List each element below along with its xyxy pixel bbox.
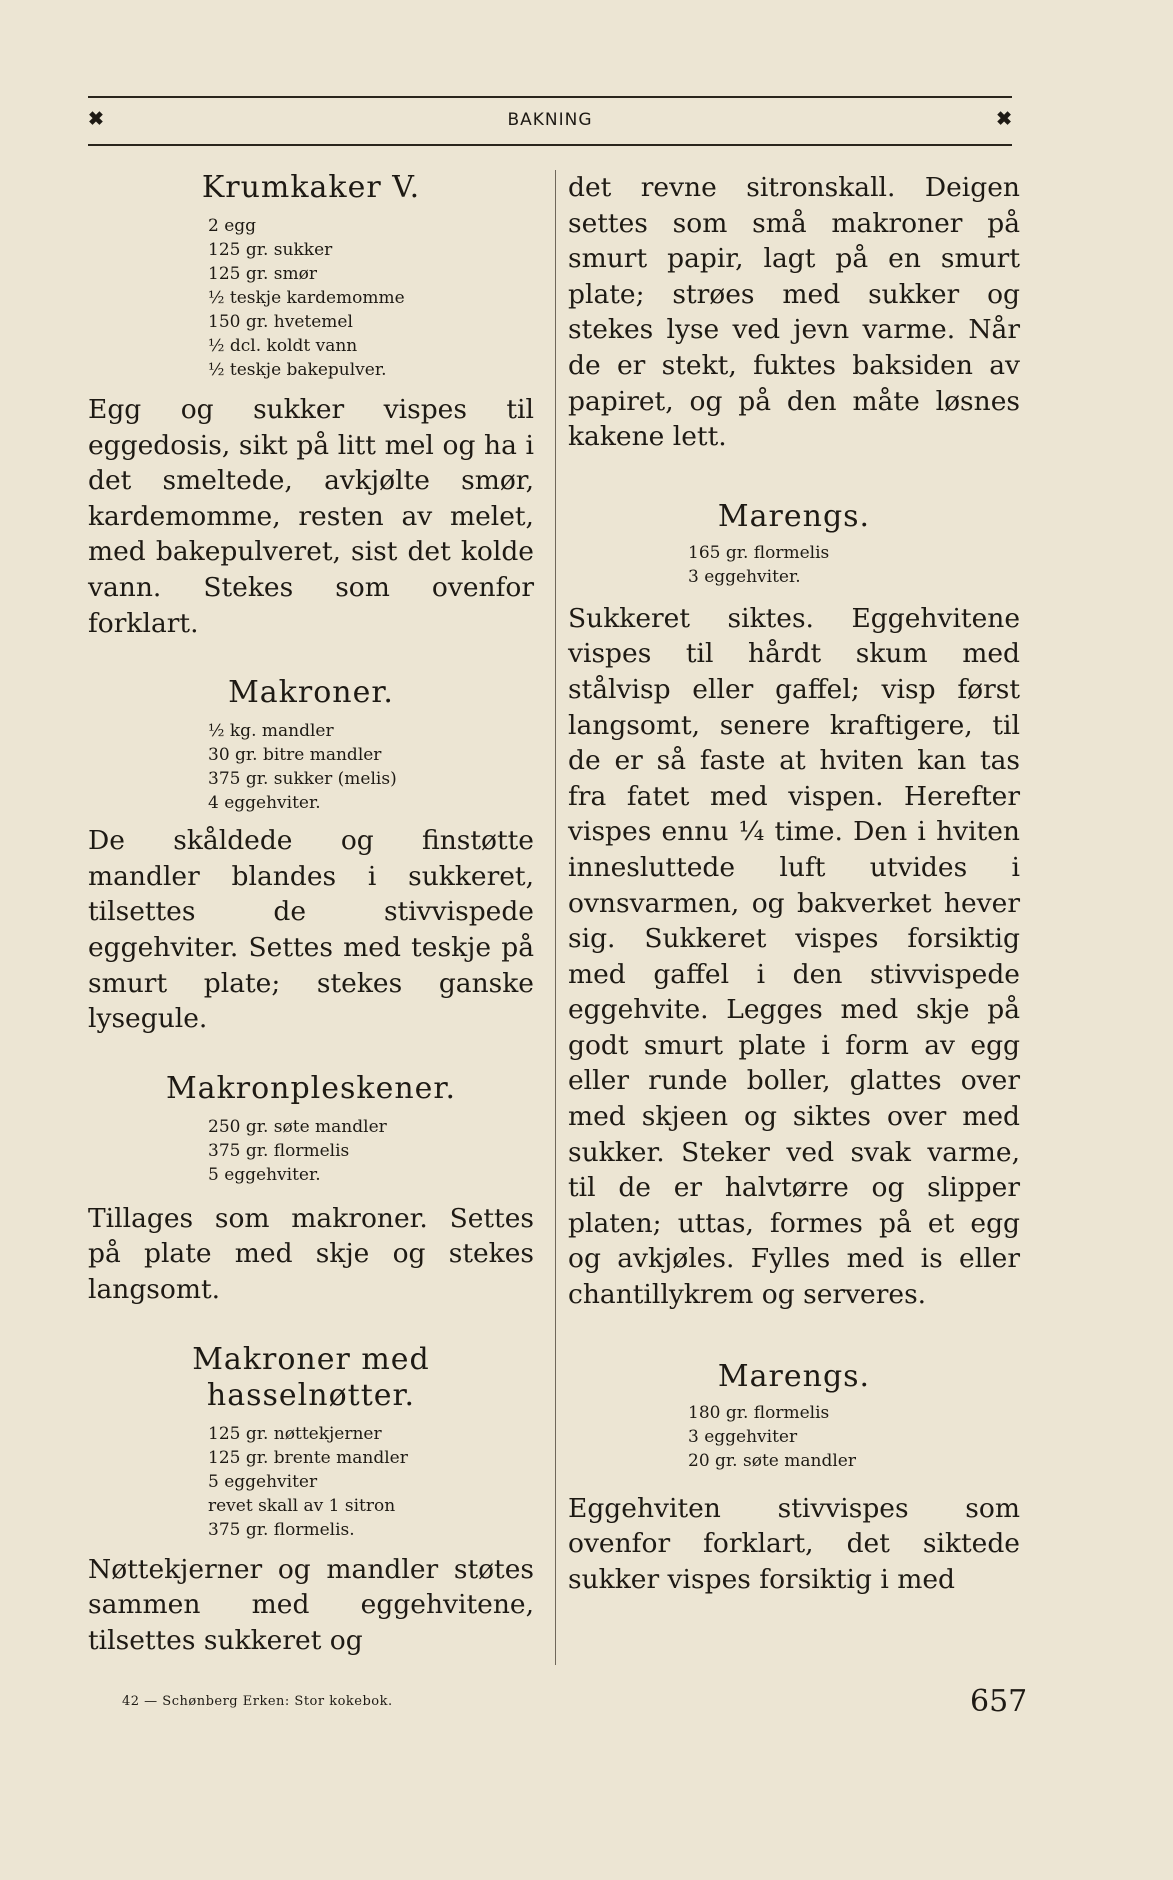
ingredient: ½ teskje kardemomme xyxy=(208,288,405,308)
ingredient: ½ teskje bakepulver. xyxy=(208,360,387,380)
printer-signature: 42 — Schønberg Erken: Stor kokebok. xyxy=(122,1694,393,1709)
ingredient: 30 gr. bitre mandler xyxy=(208,745,382,766)
recipe-title-makroner: Makroner. xyxy=(228,675,394,711)
ingredient: 20 gr. søte mandler xyxy=(688,1450,856,1471)
ingredient: 3 eggehviter xyxy=(688,1426,798,1447)
column-divider xyxy=(555,170,556,1665)
ingredient: 180 gr. flormelis xyxy=(688,1402,830,1423)
left-column xyxy=(88,170,534,1658)
ingredient: ½ kg. mandler xyxy=(208,721,334,742)
ornament-right-icon: ✖ xyxy=(996,108,1012,130)
ingredient: 150 gr. hvetemel xyxy=(208,312,353,332)
ingredient: 125 gr. sukker xyxy=(208,240,333,260)
recipe-text-hasselnotter: Nøttekjerner og mandler støtes sammen med eggehvitene, tilsettes sukkeret og xyxy=(88,1553,534,1656)
recipe-text-makronpleskener: Tillages som makroner. Settes på plate med skje og stekes langsomt. xyxy=(88,1202,534,1305)
recipe-title-makronpleskener: Makronpleskener. xyxy=(165,1070,457,1106)
ingredient: 250 gr. søte mandler xyxy=(208,1116,387,1137)
ingredient: 3 eggehviter. xyxy=(688,566,801,587)
ingredient-list-makronpleskener xyxy=(88,1115,534,1187)
ingredient: 5 eggehviter. xyxy=(208,1164,321,1185)
recipe-text-krumkaker: Egg og sukker vispes til eggedosis, sikt på litt mel og ha i det smeltede, avkjølte smør, kardemomme, resten av melet, med bakepulveret, sist det kolde vann. Stekes som ovenfor forklart. xyxy=(88,394,534,639)
recipe-title-marengs-2: Marengs. xyxy=(717,1358,871,1394)
ingredient: ½ dcl. koldt vann xyxy=(208,336,358,356)
recipe-text-makroner: De skåldede og finstøtte mandler blandes i sukkeret, tilsettes de stivvispede eggehviter. Settes med teskje på smurt plate; stekes ganske lysegule. xyxy=(88,825,534,1035)
ingredient-list-marengs-2 xyxy=(568,1401,1020,1473)
ingredient: 125 gr. brente mandler xyxy=(208,1447,408,1468)
ingredient: 125 gr. smør xyxy=(208,264,318,284)
ingredient: revet skall av 1 sitron xyxy=(208,1495,396,1516)
ingredient: 165 gr. flormelis xyxy=(688,542,830,563)
ingredient-list-marengs-1 xyxy=(568,541,1020,589)
ingredient-list-krumkaker xyxy=(88,214,534,382)
ingredient: 4 eggehviter. xyxy=(208,793,321,814)
ingredient-list-makroner xyxy=(88,719,534,815)
ingredient: 2 egg xyxy=(208,216,257,236)
right-column xyxy=(568,170,1020,1597)
section-title: BAKNING xyxy=(507,110,593,130)
recipe-title-krumkaker: Krumkaker V. xyxy=(201,170,421,205)
ingredient-list-hasselnotter xyxy=(88,1422,534,1542)
ornament-left-icon: ✖ xyxy=(88,108,104,130)
recipe-text-continuation: det revne sitronskall. Deigen settes som små makroner på smurt papir, lagt på en smurt plate; strøes med sukker og stekes lyse ved jevn varme. Når de er stekt, fuktes baksiden av papiret, og på den måte løsnes kakene lett. xyxy=(568,172,1020,453)
recipe-title-marengs-1: Marengs. xyxy=(717,498,871,534)
recipe-title-hasselnotter: Makroner med hasselnøtter. xyxy=(192,1341,430,1413)
running-header xyxy=(88,96,1012,146)
recipe-text-marengs-1: Sukkeret siktes. Eggehvitene vispes til hårdt skum med stålvisp eller gaffel; visp først langsomt, senere kraftigere, til de er så faste at hviten kan tas fra fatet med vispen. Herefter vispes ennu ¼ time. Den i hviten innesluttede luft utvides i ovnsvarmen, og bakverket hever sig. Sukkeret vispes forsiktig med gaffel i den stivvispede eggehvite. Legges med skje på godt smurt plate i form av egg eller runde boller, glattes over med skjeen og siktes over med sukker. Steker ved svak varme, til de er halvtørre og slipper platen; uttas, formes på et egg og avkjøles. Fylles med is eller chantillykrem og serveres. xyxy=(568,602,1020,1311)
ingredient: 375 gr. sukker (melis) xyxy=(208,769,397,790)
ingredient: 5 eggehviter xyxy=(208,1471,318,1492)
ingredient: 375 gr. flormelis. xyxy=(208,1519,355,1540)
recipe-text-marengs-2: Eggehviten stivvispes som ovenfor forklart, det siktede sukker vispes forsiktig i med xyxy=(568,1492,1020,1595)
ingredient: 375 gr. flormelis xyxy=(208,1140,350,1161)
ingredient: 125 gr. nøttekjerner xyxy=(208,1423,382,1444)
page-number: 657 xyxy=(970,1684,1028,1719)
